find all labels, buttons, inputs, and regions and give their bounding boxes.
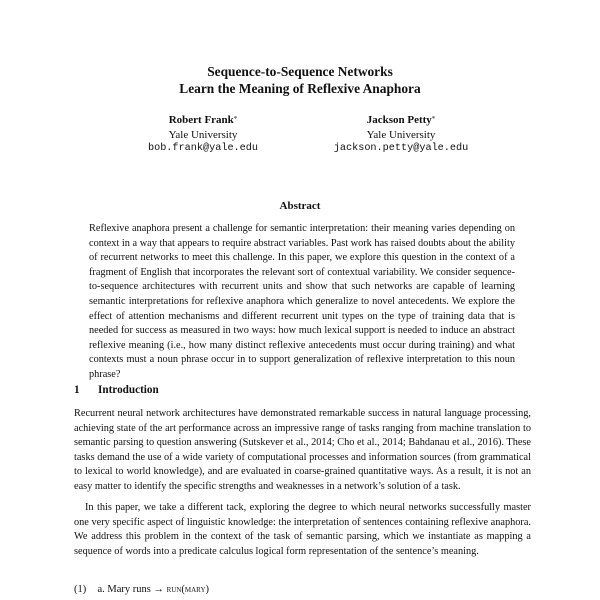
intro-paragraph-2: In this paper, we take a different tack, exploring the degree to which neural networks successfully master one very specific aspect of linguistic knowledge: the interpretation of sentences containing reflexive anaphora. We address this problem in the context of the task of semantic parsing, which we instantiate as mapping a sequence of words into a predicate calculus logical form representation of the sentence’s meaning. (74, 502, 531, 557)
example-sentence: Mary runs (107, 584, 151, 595)
abstract-heading: Abstract (279, 200, 321, 212)
author-email: jackson.petty@yale.edu (333, 143, 469, 154)
example-predicate: run (166, 584, 182, 595)
example-argument: mary (184, 584, 206, 595)
arrow-icon: → (153, 584, 164, 595)
author-affiliation: Yale University (366, 128, 436, 141)
author-footnote-mark: * (233, 115, 238, 123)
intro-paragraph-1: Recurrent neural network architectures have demonstrated remarkable success in natural language processing, achieving state of the art performance across an impressive range of tasks ranging from machine translation to semantic parsing to question answering (Sutskever et al., 2014; Cho et al., 2014; Bahdanau et al., 2016). These tasks demand the use of a wide variety of computational processes and information sources (from grammatical to lexical to world knowledge), and are evaluated in coarse-grained quantitative ways. As a result, it is not an easy matter to identify the specific strengths and weaknesses in a network’s solution of a task. (74, 408, 531, 492)
example-number: (1) (74, 584, 87, 595)
example-label: a. (97, 584, 105, 595)
author-name: Robert Frank (168, 114, 234, 126)
author-block-2 (301, 113, 501, 157)
author-affiliation: Yale University (168, 128, 238, 141)
section-title: Introduction (98, 384, 159, 396)
author-email: bob.frank@yale.edu (147, 143, 259, 154)
section-number: 1 (74, 384, 80, 396)
paper-title-line-2: Learn the Meaning of Reflexive Anaphora (179, 81, 421, 96)
author-footnote-mark: * (431, 115, 436, 123)
example-1: (1) a. Mary runs → run(mary) (74, 584, 210, 595)
author-name: Jackson Petty (366, 114, 432, 126)
abstract-text: Reflexive anaphora present a challenge for semantic interpretation: their meaning varies depending on context in a way that appears to require abstract variables. Past work has raised doubts about the ability of recurrent networks to meet this challenge. In this paper, we explore this question in the context of a fragment of English that incorporates the relevant sort of contextual variability. We consider sequence-to-sequence architectures with recurrent units and show that such networks are capable of learning semantic interpretations for reflexive anaphora which generalize to novel antecedents. We explore the effect of attention mechanisms and different recurrent unit types on the type of training data that is needed for success as measured in two ways: how much lexical support is needed to induce an abstract reflexive meaning (i.e., how many distinct reflexive antecedents must occur during training) and what contexts must a noun phrase occur in to support generalization of reflexive interpretation to this noun phrase? (89, 223, 515, 380)
section-heading (74, 384, 159, 396)
author-block-1 (103, 113, 303, 157)
paper-title-line-1: Sequence-to-Sequence Networks (207, 64, 393, 79)
